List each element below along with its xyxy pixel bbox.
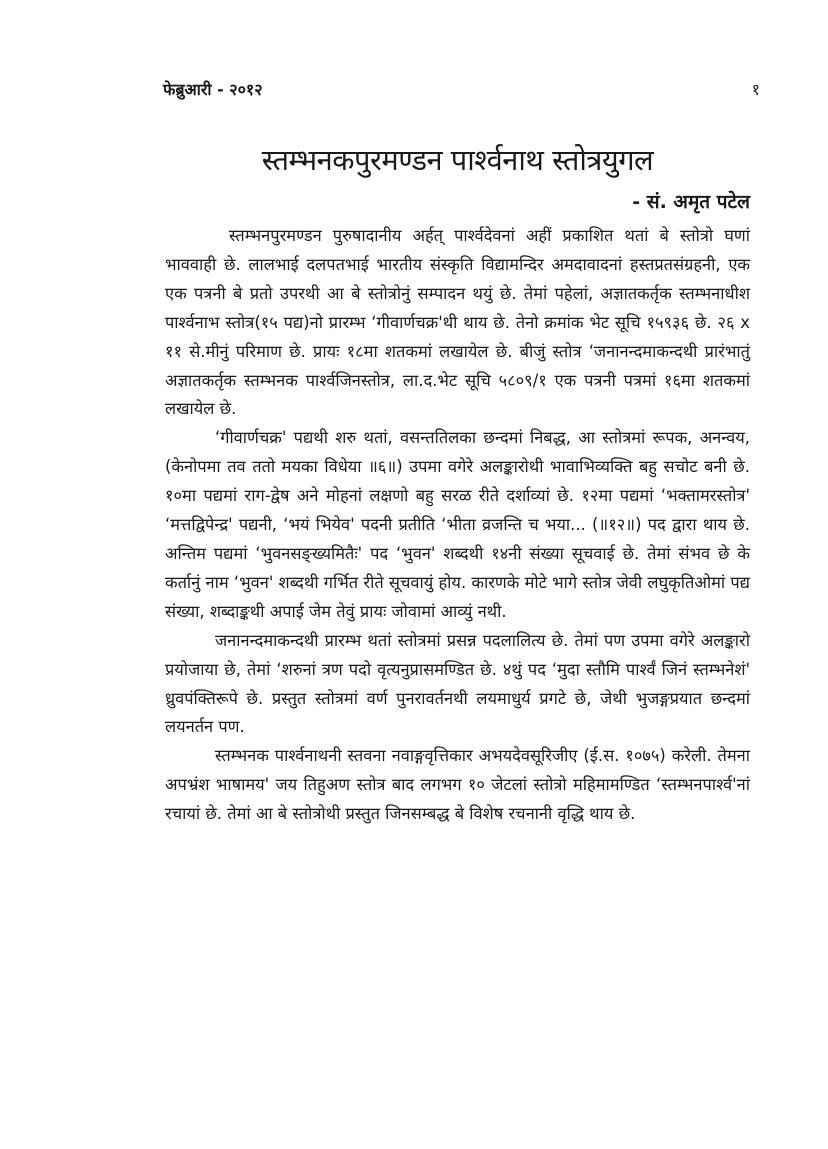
running-title: फेब्रुआरी - २०१२ <box>163 80 263 99</box>
page-number: १ <box>751 80 760 99</box>
running-header <box>163 78 760 104</box>
paragraph-1: स्तम्भनपुरमण्डन पुरुषादानीय अर्हत् पार्श्वदेवनां अहीं प्रकाशित थतां बे स्तोत्रो घणां भाववाही छे. लालभाई दलपतभाई भारतीय संस्कृति विद्यामन्दिर अमदावादनां हस्तप्रतसंग्रहनी, एक एक पत्रनी बे प्रतो उपरथी आ बे स्तोत्रोनुं सम्पादन थयुं छे. तेमां पहेलां, अज्ञातकर्तृक स्तम्भनाधीश पार्श्वनाभ स्तोत्र(१५ पद्य)नो प्रारम्भ ‘गीवार्णचक्र'थी थाय छे. तेनो क्रमांक भेट सूचि १५९३६ छे. २६ x ११ से.मीनुं परिमाण छे. प्रायः १८मा शतकमां लखायेल छे. बीजुं स्तोत्र ‘जनानन्दमाकन्दथी प्रारंभातुं अज्ञातकर्तृक स्तम्भनक पार्श्वजिनस्तोत्र, ला.द.भेट सूचि ५८०९/१ एक पत्रनी पत्रमां १६मा शतकमां लखायेल छे. <box>165 226 750 419</box>
article-title: स्तम्भनकपुरमण्डन पार्श्वनाथ स्तोत्रयुगल <box>261 143 654 177</box>
document-page <box>163 78 760 829</box>
paragraph-4: स्तम्भनक पार्श्वनाथनी स्तवना नवाङ्गवृत्तिकार अभयदेवसूरिजीए (ई.स. १०७५) करेली. तेमना अपभ्रंश भाषामय' जय तिहुअण स्तोत्र बाद लगभग १० जेटलां स्तोत्रो महिमामण्डित ‘स्तम्भनपार्श्व'नां रचायां छे. तेमां आ बे स्तोत्रोथी प्रस्तुत जिनसम्बद्ध बे विशेष रचनानी वृद्धि थाय छे. <box>165 746 750 824</box>
paragraph-3: जनानन्दमाकन्दथी प्रारम्भ थतां स्तोत्रमां प्रसन्न पदलालित्य छे. तेमां पण उपमा वगेरे अलङ्कारो प्रयोजाया छे, तेमां ‘शरुनां त्रण पदो वृत्यनुप्रासमण्डित छे. ४थुं पद ‘मुदा स्तौमि पार्श्वं जिनं स्तम्भनेशं' ध्रुवपंक्तिरूपे छे. प्रस्तुत स्तोत्रमां वर्ण पुनरावर्तनथी लयमाधुर्य प्रगटे छे, जेथी भुजङ्गप्रयात छन्दमां लयनर्तन पण. <box>165 630 750 737</box>
paragraph-2: ‘गीवार्णचक्र' पद्यथी शरु थतां, वसन्ततिलका छन्दमां निबद्ध, आ स्तोत्रमां रूपक, अनन्वय, (केनोपमा तव ततो मयका विधेया ॥६॥) उपमा वगेरे अलङ्कारोथी भावाभिव्यक्ति बहु सचोट बनी छे. १०मा पद्यमां राग-द्वेष अने मोहनां लक्षणो बहु सरळ रीते दर्शाव्यां छे. १२मा पद्यमां ‘भक्तामरस्तोत्र' ‘मत्तद्विपेन्द्र' पद्यनी, ‘भयं भियेव' पदनी प्रतीति ‘भीता व्रजन्ति च भया... (॥१२॥) पद द्वारा थाय छे. अन्तिम पद्यमां ‘भुवनसङ्ख्यमितैः' पद ‘भुवन' शब्दथी १४नी संख्या सूचवाई छे. तेमां संभव छे के कर्तानुं नाम ‘भुवन' शब्दथी गर्भित रीते सूचवायुं होय. कारणके मोटे भागे स्तोत्र जेवी लघुकृतिओमां पद्य संख्या, शब्दाङ्कथी अपाई जेम तेवुं प्रायः जोवामां आव्युं नथी. <box>165 428 750 621</box>
article-body <box>165 222 750 829</box>
article-author: - सं. अमृत पटेल <box>632 191 750 213</box>
